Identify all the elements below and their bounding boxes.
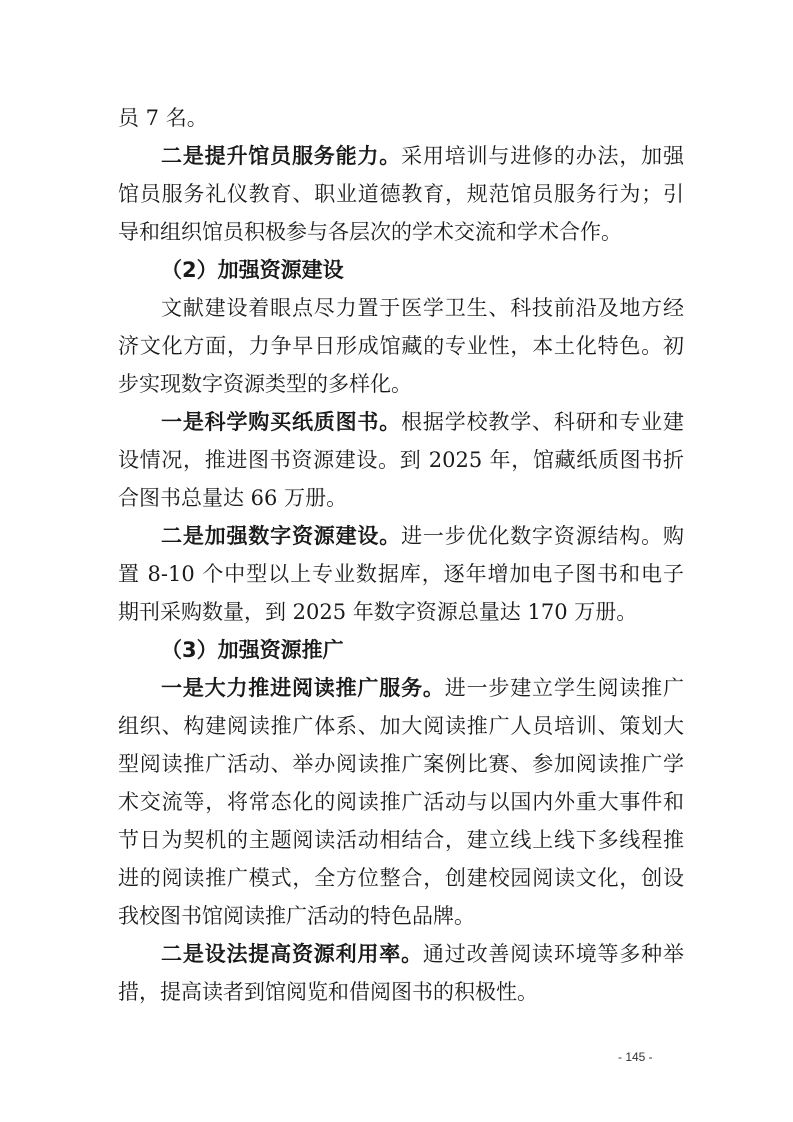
- text-run: 设情况，推进图书资源建设。到 2025 年，馆藏纸质图书折: [118, 448, 684, 472]
- paragraph-line: [118, 441, 684, 479]
- paragraph-line: [118, 783, 684, 821]
- text-run: 文献建设着眼点尽力置于医学卫生、科技前沿及地方经: [161, 296, 684, 320]
- paragraph-line: [118, 859, 684, 897]
- page-number: - 145 -: [618, 1050, 653, 1064]
- paragraph-line: [118, 745, 684, 783]
- paragraph-line: [118, 517, 684, 555]
- body-text: [118, 99, 684, 1011]
- text-run: 进的阅读推广模式，全方位整合，创建校园阅读文化，创设: [118, 866, 684, 890]
- text-run: 进一步建立学生阅读推广: [444, 676, 684, 700]
- text-run: 我校图书馆阅读推广活动的特色品牌。: [118, 904, 475, 928]
- paragraph-line: [118, 669, 684, 707]
- paragraph-line: [118, 821, 684, 859]
- paragraph-line: [118, 555, 684, 593]
- text-run: 措，提高读者到馆阅览和借阅图书的积极性。: [118, 980, 538, 1004]
- text-run: 置 8-10 个中型以上专业数据库，逐年增加电子图书和电子: [118, 562, 684, 586]
- paragraph-lead: 一是科学购买纸质图书。: [161, 410, 402, 434]
- paragraph-line: [118, 897, 684, 935]
- paragraph-line: [118, 289, 684, 327]
- text-run: 导和组织馆员积极参与各层次的学术交流和学术合作。: [118, 220, 622, 244]
- paragraph-line: [118, 403, 684, 441]
- text-run: 步实现数字资源类型的多样化。: [118, 372, 412, 396]
- paragraph-line: [118, 973, 684, 1011]
- paragraph-line: [118, 479, 684, 517]
- section-heading: （2）加强资源建设: [161, 258, 344, 282]
- text-run: 通过改善阅读环境等多种举: [422, 942, 684, 966]
- text-run: 组织、构建阅读推广体系、加大阅读推广人员培训、策划大: [118, 714, 684, 738]
- paragraph-lead: 二是加强数字资源建设。: [161, 524, 402, 548]
- text-run: 员 7 名。: [118, 106, 208, 130]
- text-run: 合图书总量达 66 万册。: [118, 486, 348, 510]
- paragraph-line: [118, 175, 684, 213]
- paragraph-line: [118, 707, 684, 745]
- text-run: 期刊采购数量，到 2025 年数字资源总量达 170 万册。: [118, 600, 638, 624]
- paragraph-line: [118, 213, 684, 251]
- text-run: 根据学校教学、科研和专业建: [401, 410, 684, 434]
- paragraph-line: [118, 365, 684, 403]
- paragraph-line: [118, 99, 684, 137]
- text-run: 馆员服务礼仪教育、职业道德教育，规范馆员服务行为；引: [118, 182, 684, 206]
- paragraph-lead: 二是设法提高资源利用率。: [161, 942, 423, 966]
- paragraph-lead: 一是大力推进阅读推广服务。: [161, 676, 445, 700]
- text-run: 术交流等，将常态化的阅读推广活动与以国内外重大事件和: [118, 790, 684, 814]
- text-run: 节日为契机的主题阅读活动相结合，建立线上线下多线程推: [118, 828, 684, 852]
- section-heading: （3）加强资源推广: [161, 638, 344, 662]
- text-run: 采用培训与进修的办法，加强: [401, 144, 684, 168]
- text-run: 进一步优化数字资源结构。购: [401, 524, 684, 548]
- paragraph-line: [118, 593, 684, 631]
- paragraph-lead: 二是提升馆员服务能力。: [161, 144, 402, 168]
- paragraph-line: [118, 327, 684, 365]
- paragraph-line: [118, 935, 684, 973]
- text-run: 济文化方面，力争早日形成馆藏的专业性，本土化特色。初: [118, 334, 684, 358]
- text-run: 型阅读推广活动、举办阅读推广案例比赛、参加阅读推广学: [118, 752, 684, 776]
- paragraph-line: [118, 137, 684, 175]
